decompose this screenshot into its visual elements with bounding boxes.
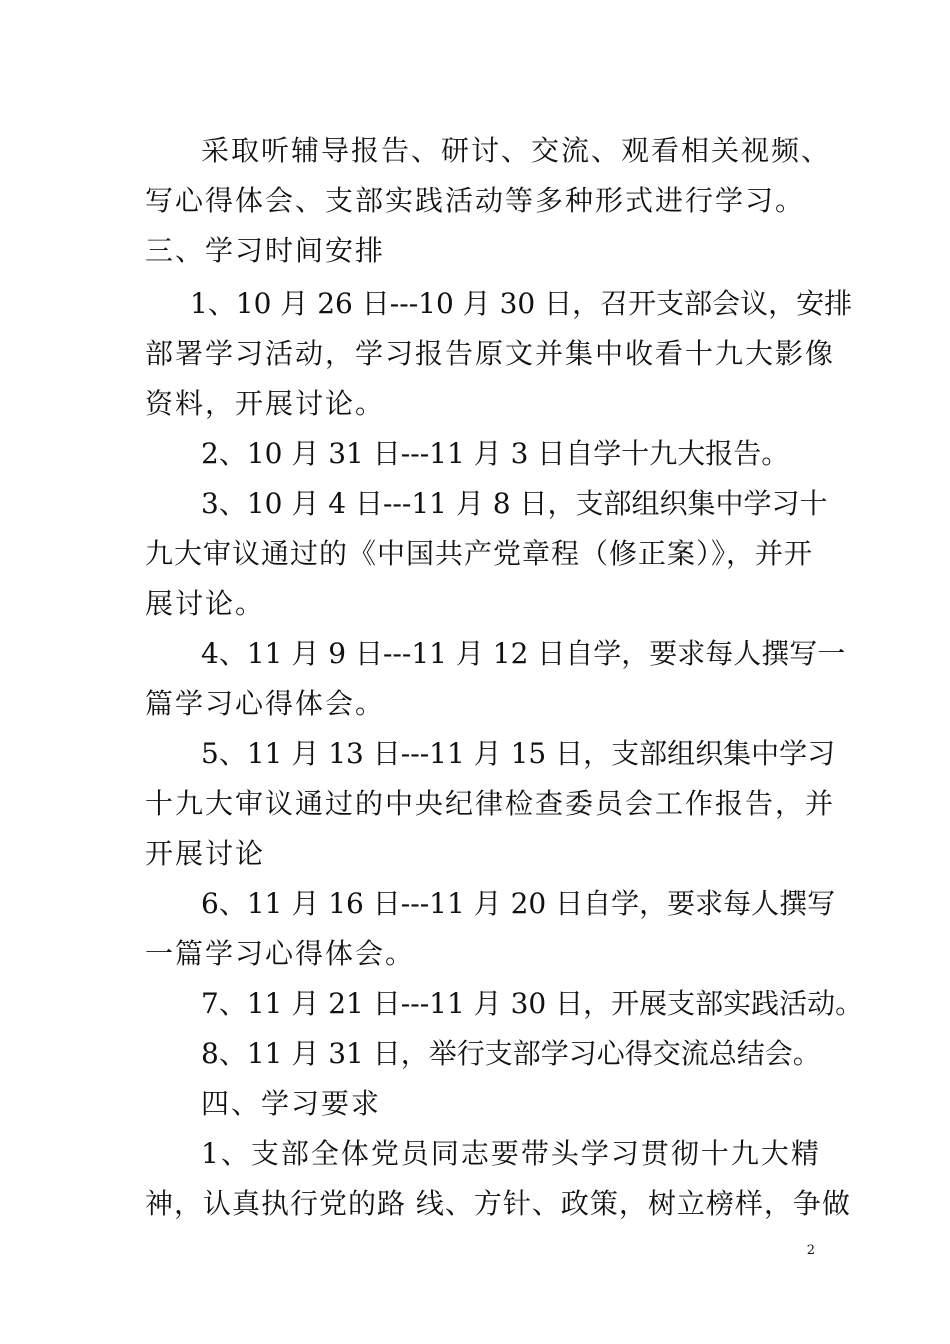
paragraph-line: 开展讨论 [145,837,266,870]
paragraph-line: 1、10 月 26 日---10 月 30 日，召开支部会议，安排 [190,287,853,320]
paragraph-line: 神，认真执行党的路 线、方针、政策，树立榜样，争做 [145,1187,851,1220]
paragraph-line: 6、11 月 16 日---11 月 20 日自学，要求每人撰写 [201,887,836,920]
paragraph-line: 1、支部全体党员同志要带头学习贯彻十九大精 [201,1137,821,1170]
paragraph-line: 写心得体会、支部实践活动等多种形式进行学习。 [145,184,806,217]
paragraph-line: 一篇学习心得体会。 [145,937,416,970]
page-number: 2 [806,1243,815,1258]
paragraph-line: 5、11 月 13 日---11 月 15 日，支部组织集中学习 [201,737,836,770]
paragraph-line: 8、11 月 31 日，举行支部学习心得交流总结会。 [201,1037,821,1070]
paragraph-line: 7、11 月 21 日---11 月 30 日，开展支部实践活动。 [201,987,864,1020]
paragraph-line: 4、11 月 9 日---11 月 12 日自学，要求每人撰写一 [201,637,846,670]
paragraph-line: 采取听辅导报告、研讨、交流、观看相关视频、 [201,134,832,167]
paragraph-line: 3、10 月 4 日---11 月 8 日，支部组织集中学习十 [201,487,828,520]
paragraph-line: 2、10 月 31 日---11 月 3 日自学十九大报告。 [201,437,790,470]
paragraph-line: 部署学习活动，学习报告原文并集中收看十九大影像 [145,337,836,370]
paragraph-line: 展讨论。 [145,587,266,620]
section-heading: 三、学习时间安排 [145,234,386,267]
paragraph-line: 篇学习心得体会。 [145,687,386,720]
paragraph-line: 十九大审议通过的中央纪律检查委员会工作报告，并 [145,787,836,820]
paragraph-line: 资料，开展讨论。 [145,387,386,420]
paragraph-line: 九大审议通过的《中国共产党章程（修正案）》，并开 [145,537,814,570]
section-heading: 四、学习要求 [201,1087,382,1120]
